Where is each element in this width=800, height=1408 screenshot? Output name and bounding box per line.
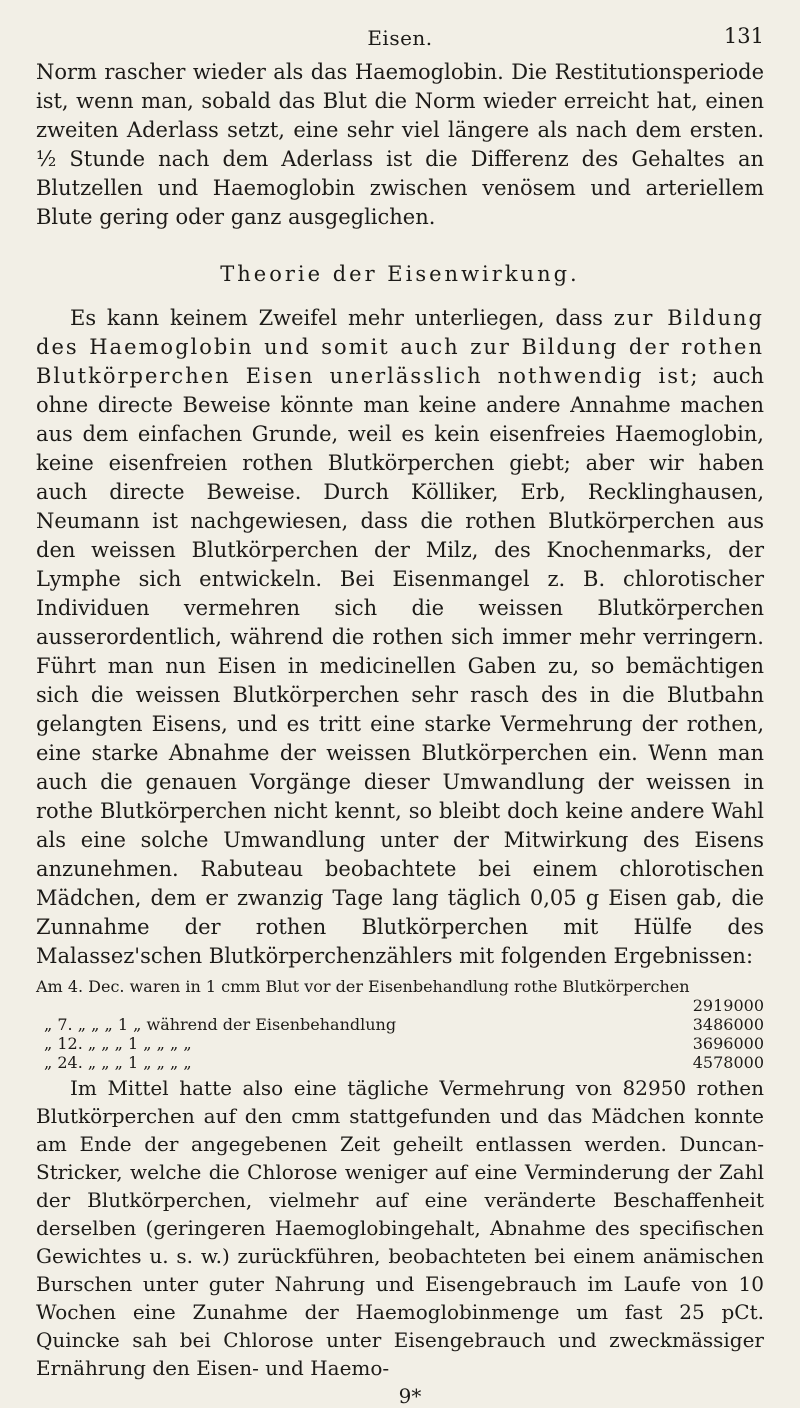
intro-text xyxy=(36,58,764,232)
table-row xyxy=(36,1015,764,1034)
signature-mark: 9* xyxy=(398,1384,422,1408)
running-title: Eisen. xyxy=(367,26,433,50)
theory-emphasis: zur Bildung des Haemoglobin und somit auch zur Bildung der rothen Blutkörperchen Eisen unerlässlich nothwendig ist; xyxy=(36,306,764,388)
book-page xyxy=(36,18,764,1408)
table-row xyxy=(36,1053,764,1072)
table-row xyxy=(36,977,764,996)
row-label: „ 24. „ „ „ 1 „ „ „ „ xyxy=(44,1053,192,1072)
row-value: 2919000 xyxy=(692,996,764,1015)
section-text xyxy=(36,304,764,971)
row-value: 3486000 xyxy=(692,1015,764,1034)
section-heading: Theorie der Eisenwirkung. xyxy=(220,262,580,286)
closing-text xyxy=(36,1074,764,1382)
row-value: 4578000 xyxy=(692,1053,764,1072)
table-row xyxy=(36,1034,764,1053)
intro-paragraph: Norm rascher wieder als das Haemoglobin. Die Restitutionsperiode ist, wenn man, sobald das Blut die Norm wieder erreicht hat, einen zweiten Aderlass setzt, eine sehr viel längere als nach dem ersten. ½ Stunde nach dem Aderlass ist die Differenz des Gehaltes an Blutzellen und Haemoglobin zwischen venösem und arteriellem Blute gering oder ganz ausgeglichen. xyxy=(36,60,764,229)
row-label: „ 12. „ „ „ 1 „ „ „ „ xyxy=(44,1034,192,1053)
row-label: Am 4. Dec. waren in 1 cmm Blut vor der Eisenbehandlung rothe Blutkörperchen xyxy=(36,977,690,996)
row-label xyxy=(36,996,664,1015)
page-number: 131 xyxy=(723,24,764,48)
theory-paragraph-start: Es kann keinem Zweifel mehr unterliegen, dass xyxy=(70,306,614,330)
page-header xyxy=(36,18,764,58)
closing-paragraph: Im Mittel hatte also eine tägliche Vermehrung von 82950 rothen Blutkörperchen auf den cmm stattgefunden und das Mädchen konnte am Ende der angegebenen Zeit geheilt entlassen werden. Duncan-Stricker, welche die Chlorose weniger auf eine Verminderung der Zahl der Blutkörperchen, vielmehr auf eine veränderte Beschaffenheit derselben (geringeren Haemoglobingehalt, Abnahme des specifischen Gewichtes u. s. w.) zurückführen, beobachteten bei einem anämischen Burschen unter guter Nahrung und Eisengebrauch im Laufe von 10 Wochen eine Zunahme der Haemoglobinmenge um fast 25 pCt. Quincke sah bei Chlorose unter Eisengebrauch und zweckmässiger Ernährung den Eisen- und Haemo- xyxy=(36,1076,764,1380)
row-label: „ 7. „ „ „ 1 „ während der Eisenbehandlung xyxy=(44,1015,397,1034)
theory-paragraph-rest: auch ohne directe Beweise könnte man keine andere Annahme machen aus dem einfachen Grunde, weil es kein eisenfreies Haemoglobin, keine eisenfreien rothen Blutkörperchen giebt; aber wir haben auch directe Beweise. Durch Kölliker, Erb, Recklinghausen, Neumann ist nachgewiesen, dass die rothen Blutkörperchen aus den weissen Blutkörperchen der Milz, des Knochenmarks, der Lymphe sich entwickeln. Bei Eisenmangel z. B. chlorotischer Individuen vermehren sich die weissen Blutkörperchen ausserordentlich, während die rothen sich immer mehr verringern. Führt man nun Eisen in medicinellen Gaben zu, so bemächtigen sich die weissen Blutkörperchen sehr rasch des in die Blutbahn gelangten Eisens, und es tritt eine starke Vermehrung der rothen, eine starke Abnahme der weissen Blutkörperchen ein. Wenn man auch die genauen Vorgänge dieser Umwandlung der weissen in rothe Blutkörperchen nicht kennt, so bleibt doch keine andere Wahl als eine solche Umwandlung unter der Mitwirkung des Eisens anzunehmen. Rabuteau beobachtete bei einem chlorotischen Mädchen, dem er zwanzig Tage lang täglich 0,05 g Eisen gab, die Zunnahme der rothen Blutkörperchen mit Hülfe des Malassez'schen Blutkörperchenzählers mit folgenden Ergebnissen: xyxy=(36,364,764,968)
row-value: 3696000 xyxy=(692,1034,764,1053)
table-row xyxy=(36,996,764,1015)
theory-paragraph xyxy=(36,304,764,971)
measurement-table xyxy=(36,977,764,1072)
